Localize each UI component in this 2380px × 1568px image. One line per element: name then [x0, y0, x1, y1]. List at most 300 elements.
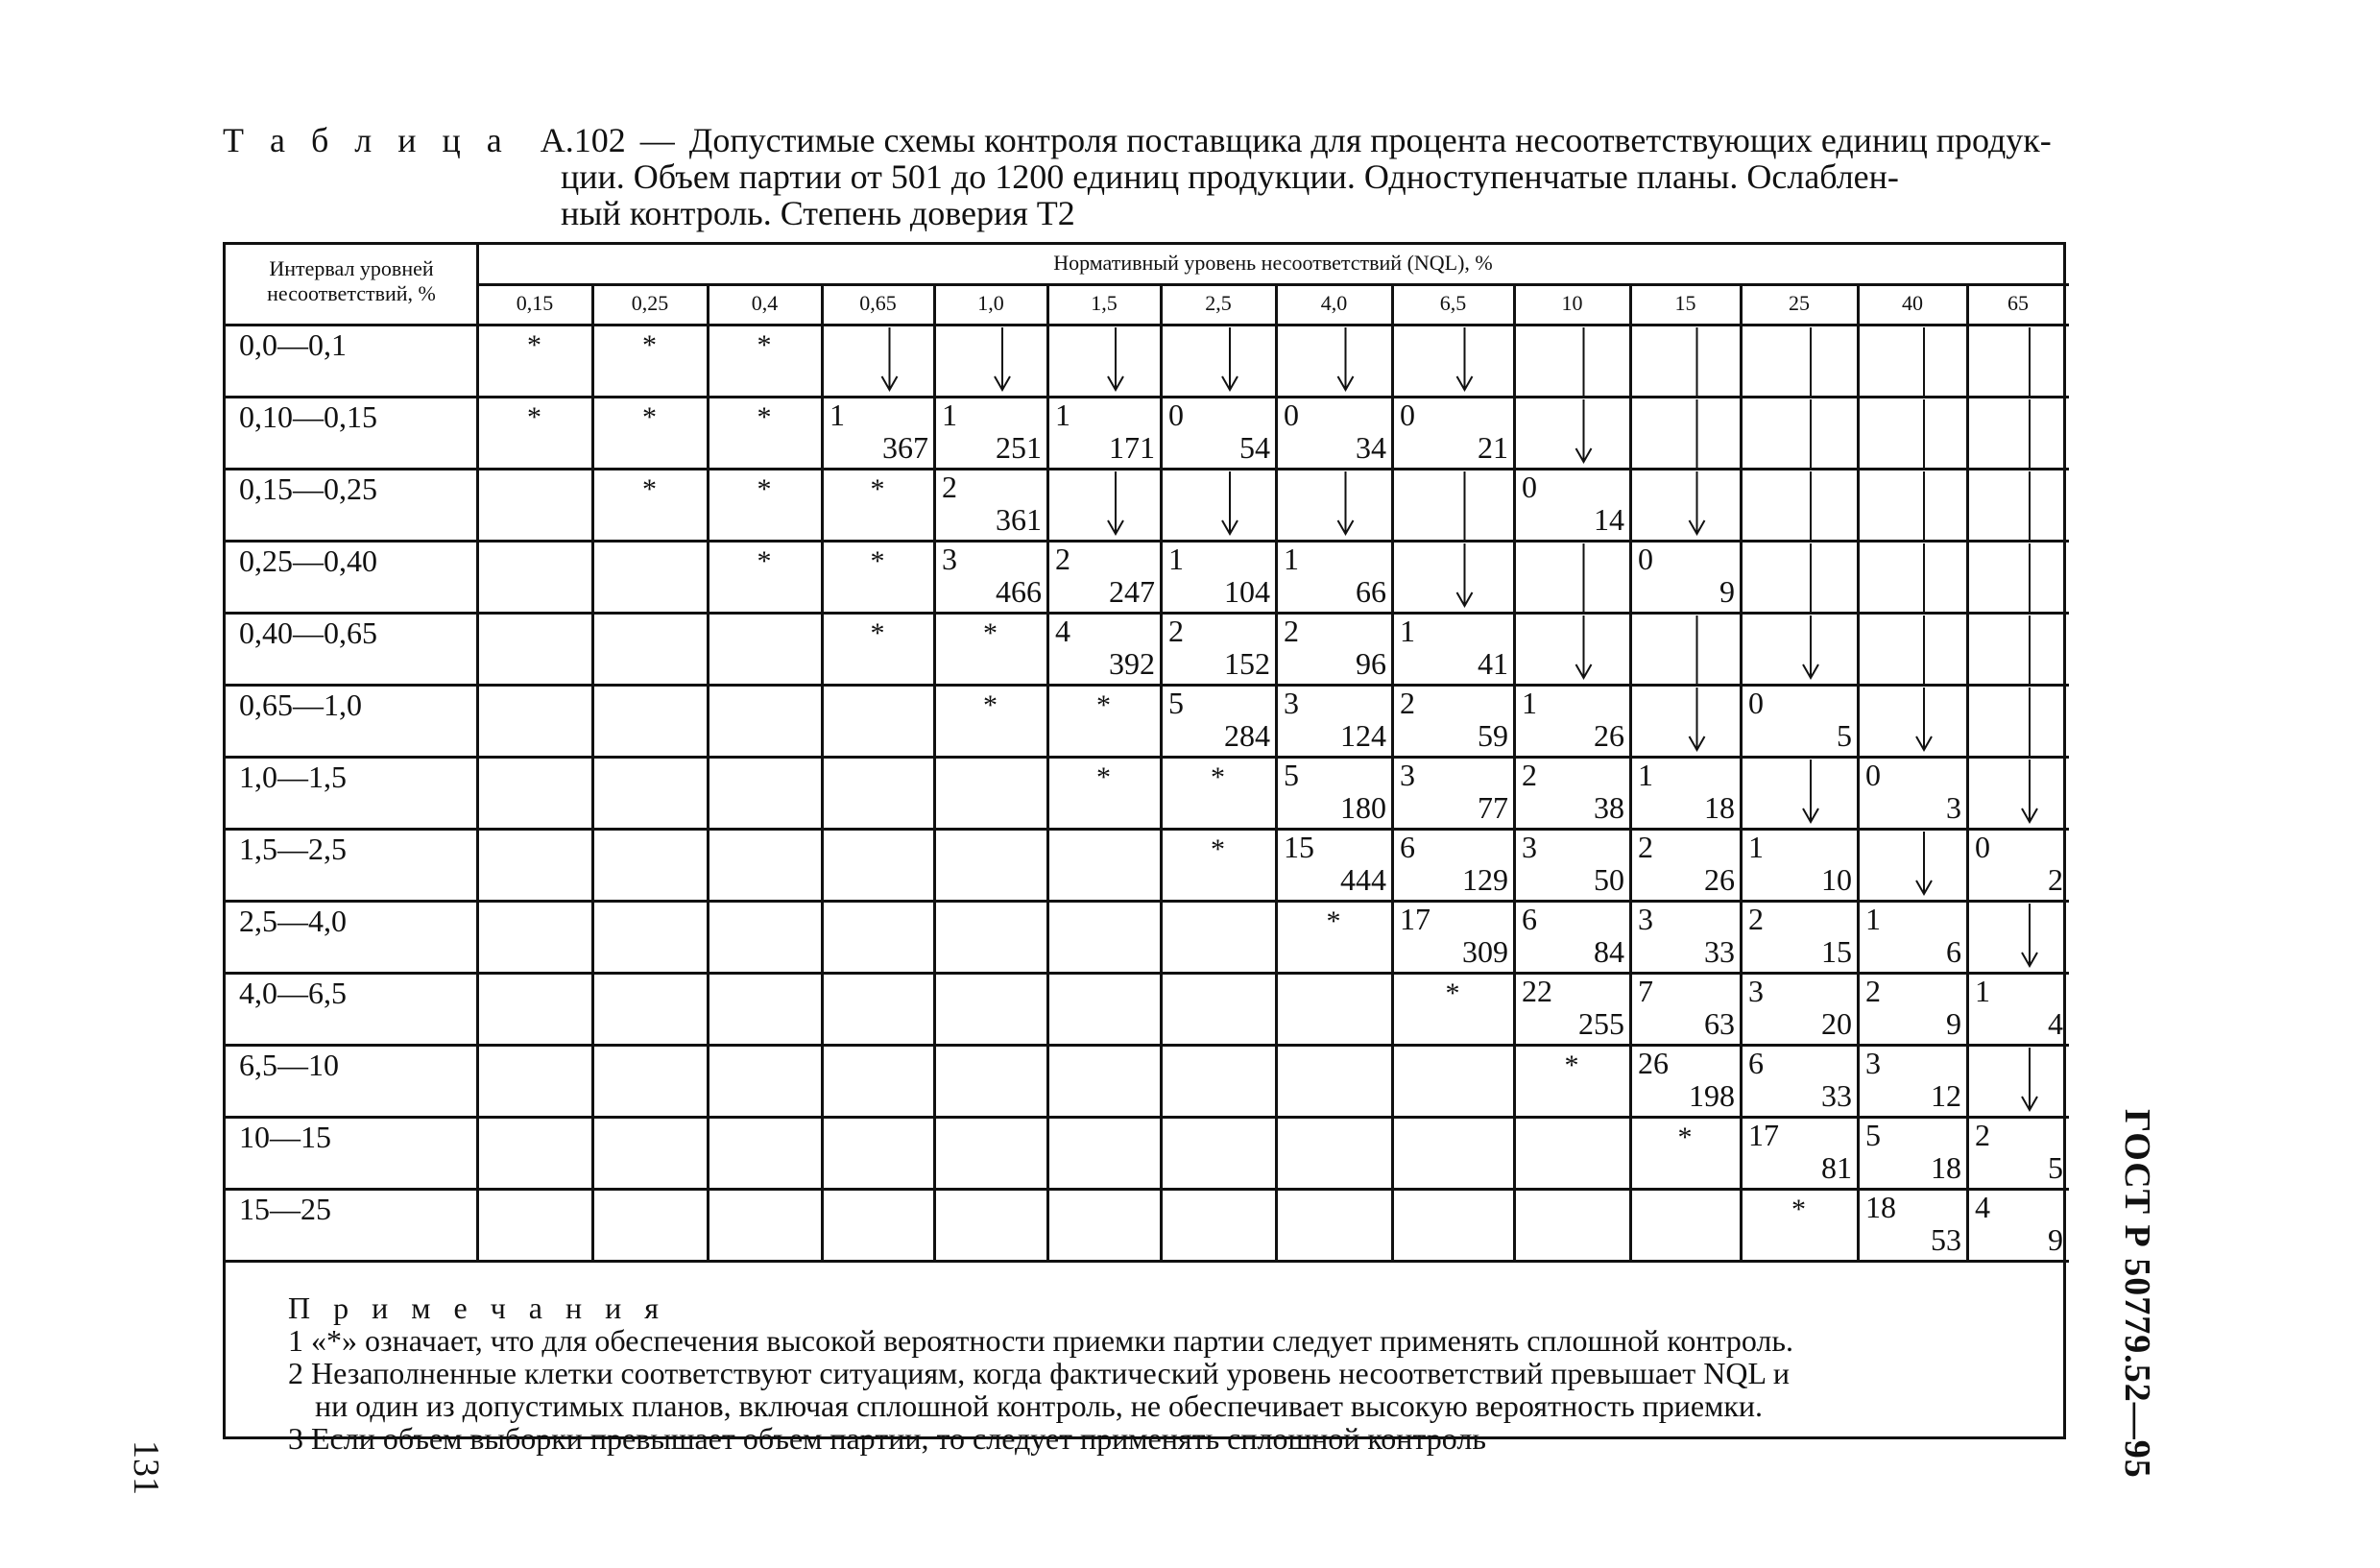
continuation-line — [1858, 540, 1967, 615]
continuation-line — [1741, 396, 1858, 470]
acceptance-number: 6 — [1522, 902, 1537, 936]
sample-size: 63 — [1704, 1006, 1735, 1041]
table-cell — [1392, 1188, 1514, 1260]
acceptance-number: 1 — [1865, 902, 1881, 936]
sample-size: 10 — [1821, 862, 1852, 897]
down-arrow-icon — [1276, 468, 1392, 543]
down-arrow-icon — [1630, 468, 1741, 543]
down-arrow-icon — [1047, 468, 1161, 543]
sample-size: 14 — [1594, 502, 1624, 537]
acceptance-number: 2 — [1748, 902, 1764, 936]
table-cell — [1276, 396, 1392, 468]
full-inspection-mark: * — [1096, 689, 1111, 721]
table-cell — [1047, 1188, 1161, 1260]
caption-label: Т а б л и ц а — [223, 121, 511, 159]
acceptance-number: 1 — [1975, 974, 1990, 1008]
table-cell — [1392, 828, 1514, 900]
table-cell — [1392, 324, 1514, 396]
acceptance-number: 0 — [1522, 470, 1537, 504]
table-cell — [1392, 468, 1514, 540]
sample-size: 33 — [1704, 934, 1735, 969]
table-cell — [477, 972, 592, 1044]
acceptance-number: 2 — [1055, 542, 1070, 576]
col-header: 15 — [1674, 291, 1696, 315]
col-header: 0,25 — [631, 291, 669, 315]
down-arrow-icon — [934, 324, 1047, 398]
table-cell — [1161, 396, 1276, 468]
table-cell — [1392, 612, 1514, 684]
acceptance-number: 17 — [1400, 902, 1430, 936]
full-inspection-mark: * — [983, 617, 998, 649]
down-arrow-icon — [1514, 612, 1630, 687]
notes-block — [223, 1291, 2074, 1455]
sample-size: 247 — [1109, 574, 1155, 609]
table-cell — [1858, 396, 1967, 468]
table-cell — [1276, 756, 1392, 828]
sample-size: 2 — [2048, 862, 2063, 897]
row-interval-label: 0,25—0,40 — [239, 543, 377, 578]
col-header: 10 — [1561, 291, 1583, 315]
table-cell — [1392, 540, 1514, 612]
table-cell — [477, 684, 592, 756]
down-arrow-icon — [1514, 396, 1630, 470]
table-cell — [1276, 1116, 1392, 1188]
down-arrow-icon — [1967, 1044, 2069, 1119]
table-cell — [1514, 468, 1630, 540]
note-1: 1 «*» означает, что для обеспечения высокой вероятности приемки партии следует применять сплошной контроль. — [288, 1323, 1793, 1358]
acceptance-number: 2 — [1638, 830, 1653, 864]
sample-size: 129 — [1462, 862, 1508, 897]
row-interval-label: 2,5—4,0 — [239, 904, 347, 938]
table-cell — [822, 396, 934, 468]
table-cell — [822, 684, 934, 756]
down-arrow-icon — [1047, 324, 1161, 398]
table-cell — [1276, 972, 1392, 1044]
table-cell — [1161, 324, 1276, 396]
acceptance-number: 26 — [1638, 1046, 1669, 1080]
row-header: Интервал уровней несоответствий, % — [267, 256, 436, 305]
acceptance-number: 5 — [1168, 686, 1184, 720]
down-arrow-icon — [1630, 684, 1741, 759]
table-cell — [822, 1188, 934, 1260]
acceptance-number: 5 — [1865, 1118, 1881, 1152]
table-cell — [1741, 396, 1858, 468]
table-cell — [934, 540, 1047, 612]
table-cell — [822, 324, 934, 396]
acceptance-number: 2 — [1400, 686, 1415, 720]
table-cell — [1858, 1116, 1967, 1188]
sample-size: 309 — [1462, 934, 1508, 969]
table-cell — [1967, 1116, 2069, 1188]
acceptance-number: 0 — [1975, 830, 1990, 864]
full-inspection-mark: * — [642, 473, 657, 505]
down-arrow-icon — [1967, 756, 2069, 831]
table-cell — [592, 396, 708, 468]
table-cell — [1967, 1044, 2069, 1116]
down-arrow-icon — [1741, 756, 1858, 831]
full-inspection-mark: * — [757, 545, 772, 577]
acceptance-number: 1 — [1522, 686, 1537, 720]
row-interval-label: 4,0—6,5 — [239, 976, 347, 1010]
table-cell — [934, 756, 1047, 828]
col-header: 25 — [1789, 291, 1810, 315]
acceptance-number: 0 — [1168, 398, 1184, 432]
acceptance-number: 17 — [1748, 1118, 1779, 1152]
table-cell — [592, 1116, 708, 1188]
table-cell — [708, 612, 822, 684]
acceptance-number: 6 — [1400, 830, 1415, 864]
full-inspection-mark: * — [642, 329, 657, 361]
table-cell — [1741, 324, 1858, 396]
table-cell — [1967, 324, 2069, 396]
sample-size: 4 — [2048, 1006, 2063, 1041]
acceptance-number: 1 — [1748, 830, 1764, 864]
table-cell — [1858, 900, 1967, 972]
table-cell — [477, 468, 592, 540]
full-inspection-mark: * — [1096, 761, 1111, 793]
table-cell — [1514, 900, 1630, 972]
table-cell — [1276, 828, 1392, 900]
acceptance-number: 3 — [1400, 758, 1415, 792]
sample-size: 255 — [1578, 1006, 1624, 1041]
table-cell — [1047, 756, 1161, 828]
sample-size: 15 — [1821, 934, 1852, 969]
continuation-line — [1858, 324, 1967, 398]
table-cell — [934, 684, 1047, 756]
sample-size: 466 — [996, 574, 1042, 609]
down-arrow-icon — [1858, 828, 1967, 903]
acceptance-number: 5 — [1284, 758, 1299, 792]
sample-size: 392 — [1109, 646, 1155, 681]
acceptance-number: 0 — [1638, 542, 1653, 576]
col-header: 6,5 — [1439, 291, 1467, 315]
acceptance-table — [223, 242, 2066, 1439]
acceptance-number: 2 — [1522, 758, 1537, 792]
down-arrow-icon — [822, 324, 934, 398]
down-arrow-icon — [1858, 684, 1967, 759]
sample-size: 53 — [1931, 1222, 1961, 1257]
table-cell — [1161, 756, 1276, 828]
table-cell — [1161, 612, 1276, 684]
acceptance-number: 1 — [1168, 542, 1184, 576]
table-cell — [1161, 1116, 1276, 1188]
note-2: 2 Незаполненные клетки соответствуют ситуациям, когда фактический уровень несоответствий превышает NQL и — [288, 1356, 1790, 1390]
table-cell — [1630, 828, 1741, 900]
sample-size: 41 — [1478, 646, 1508, 681]
table-cell — [1392, 684, 1514, 756]
sample-size: 367 — [882, 430, 928, 465]
table-cell — [1161, 972, 1276, 1044]
table-cell — [708, 324, 822, 396]
acceptance-number: 1 — [1638, 758, 1653, 792]
table-cell — [1392, 756, 1514, 828]
table-cell — [1047, 828, 1161, 900]
col-header: 4,0 — [1320, 291, 1348, 315]
acceptance-number: 4 — [1975, 1190, 1990, 1224]
continuation-line — [1858, 468, 1967, 543]
table-cell — [1858, 756, 1967, 828]
table-cell — [1514, 612, 1630, 684]
table-cell — [822, 612, 934, 684]
table-cell — [934, 1116, 1047, 1188]
col-header: 0,15 — [516, 291, 554, 315]
sample-size: 26 — [1704, 862, 1735, 897]
table-cell — [822, 756, 934, 828]
full-inspection-mark: * — [1791, 1194, 1806, 1225]
down-arrow-icon — [1161, 468, 1276, 543]
table-cell — [708, 828, 822, 900]
continuation-line — [1514, 324, 1630, 398]
table-cell — [708, 1188, 822, 1260]
table-cell — [592, 1188, 708, 1260]
continuation-line — [1967, 396, 2069, 470]
continuation-line — [1630, 612, 1741, 687]
table-cell — [1630, 900, 1741, 972]
table-cell — [1967, 684, 2069, 756]
table-cell — [822, 1044, 934, 1116]
full-inspection-mark: * — [1564, 1049, 1579, 1081]
table-cell — [1161, 468, 1276, 540]
table-cell — [477, 1116, 592, 1188]
table-cell — [1514, 756, 1630, 828]
down-arrow-icon — [1741, 612, 1858, 687]
continuation-line — [1967, 540, 2069, 615]
table-cell — [1858, 972, 1967, 1044]
sample-size: 9 — [1946, 1006, 1961, 1041]
table-cell — [1276, 1044, 1392, 1116]
table-cell — [1630, 1044, 1741, 1116]
continuation-line — [1741, 540, 1858, 615]
table-cell — [1858, 1044, 1967, 1116]
caption-dash: — — [639, 121, 675, 159]
table-cell — [592, 468, 708, 540]
row-interval-label: 0,65—1,0 — [239, 688, 362, 722]
sample-size: 284 — [1224, 718, 1270, 753]
sample-size: 251 — [996, 430, 1042, 465]
table-cell — [1858, 612, 1967, 684]
sample-size: 81 — [1821, 1150, 1852, 1185]
full-inspection-mark: * — [642, 401, 657, 433]
col-header: 1,5 — [1091, 291, 1118, 315]
table-cell — [1047, 1044, 1161, 1116]
note-3: 3 Если объем выборки превышает объем партии, то следует применять сплошной контроль — [288, 1421, 1486, 1456]
table-cell — [1047, 396, 1161, 468]
sample-size: 26 — [1594, 718, 1624, 753]
table-cell — [1392, 972, 1514, 1044]
table-cell — [1858, 468, 1967, 540]
sample-size: 33 — [1821, 1078, 1852, 1113]
table-cell — [1967, 540, 2069, 612]
table-cell — [477, 756, 592, 828]
sample-size: 9 — [2048, 1222, 2063, 1257]
acceptance-number: 15 — [1284, 830, 1314, 864]
down-arrow-icon — [1161, 324, 1276, 398]
table-cell — [592, 756, 708, 828]
table-cell — [1392, 396, 1514, 468]
table-cell — [592, 540, 708, 612]
acceptance-number: 3 — [1284, 686, 1299, 720]
page-number: 131 — [126, 1440, 166, 1495]
table-cell — [1161, 684, 1276, 756]
table-cell — [1514, 1188, 1630, 1260]
table-cell — [477, 1044, 592, 1116]
sample-size: 96 — [1356, 646, 1386, 681]
table-cell — [1630, 612, 1741, 684]
full-inspection-mark: * — [757, 473, 772, 505]
sample-size: 59 — [1478, 718, 1508, 753]
row-interval-label: 1,0—1,5 — [239, 760, 347, 794]
row-interval-label: 0,0—0,1 — [239, 327, 347, 362]
full-inspection-mark: * — [757, 401, 772, 433]
table-cell — [1967, 972, 2069, 1044]
table-cell — [1514, 396, 1630, 468]
table-cell — [1514, 828, 1630, 900]
table-cell — [477, 828, 592, 900]
acceptance-number: 3 — [1638, 902, 1653, 936]
table-cell — [822, 468, 934, 540]
table-cell — [934, 828, 1047, 900]
row-interval-label: 0,10—0,15 — [239, 399, 377, 434]
table-cell — [592, 828, 708, 900]
table-cell — [1514, 1044, 1630, 1116]
notes-title: П р и м е ч а н и я — [288, 1291, 666, 1325]
down-arrow-icon — [1967, 900, 2069, 975]
caption-line-3: ный контроль. Степень доверия Т2 — [561, 194, 1075, 232]
table-cell — [477, 396, 592, 468]
acceptance-number: 0 — [1284, 398, 1299, 432]
acceptance-number: 0 — [1865, 758, 1881, 792]
table-cell — [1514, 684, 1630, 756]
table-cell — [1047, 972, 1161, 1044]
caption-number: А.102 — [540, 121, 626, 159]
acceptance-number: 18 — [1865, 1190, 1896, 1224]
table-cell — [822, 540, 934, 612]
table-cell — [1514, 972, 1630, 1044]
table-cell — [1741, 1116, 1858, 1188]
table-cell — [822, 972, 934, 1044]
table-cell — [477, 1188, 592, 1260]
table-cell — [1630, 468, 1741, 540]
full-inspection-mark: * — [757, 329, 772, 361]
col-header: 0,4 — [751, 291, 779, 315]
down-arrow-icon — [1392, 324, 1514, 398]
table-cell — [1047, 612, 1161, 684]
table-cell — [1741, 1188, 1858, 1260]
sample-size: 5 — [2048, 1150, 2063, 1185]
table-cell — [477, 324, 592, 396]
table-cell — [1276, 468, 1392, 540]
standard-code: ГОСТ Р 50779.52—95 — [2117, 1109, 2157, 1479]
table-cell — [1276, 1188, 1392, 1260]
acceptance-number: 3 — [942, 542, 957, 576]
table-cell — [1967, 900, 2069, 972]
table-cell — [1741, 540, 1858, 612]
sample-size: 171 — [1109, 430, 1155, 465]
acceptance-number: 7 — [1638, 974, 1653, 1008]
table-cell — [1047, 468, 1161, 540]
table-cell — [1741, 900, 1858, 972]
caption-line-2: ции. Объем партии от 501 до 1200 единиц продукции. Одноступенчатые планы. Ослаблен- — [561, 157, 1899, 196]
acceptance-number: 6 — [1748, 1046, 1764, 1080]
full-inspection-mark: * — [1677, 1122, 1693, 1153]
acceptance-number: 0 — [1748, 686, 1764, 720]
table-cell — [708, 468, 822, 540]
table-cell — [1858, 684, 1967, 756]
full-inspection-mark: * — [870, 617, 885, 649]
sample-size: 77 — [1478, 790, 1508, 825]
sample-size: 444 — [1340, 862, 1386, 897]
row-interval-label: 10—15 — [239, 1120, 331, 1154]
sample-size: 34 — [1356, 430, 1386, 465]
table-cell — [1858, 1188, 1967, 1260]
table-cell — [1630, 324, 1741, 396]
col-header: 2,5 — [1205, 291, 1232, 315]
sample-size: 54 — [1239, 430, 1270, 465]
continuation-line — [1741, 324, 1858, 398]
full-inspection-mark: * — [527, 401, 541, 433]
nql-group-header: Нормативный уровень несоответствий (NQL), % — [1053, 251, 1493, 275]
table-cell — [1967, 756, 2069, 828]
table-cell — [1514, 540, 1630, 612]
table-cell — [1514, 324, 1630, 396]
sample-size: 12 — [1931, 1078, 1961, 1113]
table-cell — [1741, 684, 1858, 756]
acceptance-number: 3 — [1522, 830, 1537, 864]
continuation-line — [1741, 468, 1858, 543]
row-interval-label: 6,5—10 — [239, 1048, 339, 1082]
acceptance-number: 2 — [1975, 1118, 1990, 1152]
table-cell — [592, 324, 708, 396]
acceptance-number: 2 — [1865, 974, 1881, 1008]
continuation-line — [1967, 684, 2069, 759]
table-cell — [1967, 396, 2069, 468]
table-cell — [1858, 540, 1967, 612]
continuation-line — [1858, 396, 1967, 470]
table-cell — [1630, 396, 1741, 468]
table-cell — [934, 612, 1047, 684]
table-cell — [1047, 1116, 1161, 1188]
table-cell — [1858, 324, 1967, 396]
table-cell — [1276, 540, 1392, 612]
sample-size: 5 — [1837, 718, 1852, 753]
table-cell — [1967, 612, 2069, 684]
full-inspection-mark: * — [1326, 905, 1341, 937]
table-cell — [1967, 468, 2069, 540]
row-interval-label: 0,40—0,65 — [239, 615, 377, 650]
table-cell — [708, 900, 822, 972]
table-cell — [934, 324, 1047, 396]
table-cell — [822, 900, 934, 972]
sample-size: 18 — [1931, 1150, 1961, 1185]
table-cell — [1047, 324, 1161, 396]
table-cell — [1630, 756, 1741, 828]
table-cell — [1392, 1044, 1514, 1116]
acceptance-number: 3 — [1748, 974, 1764, 1008]
table-cell — [1161, 828, 1276, 900]
table-cell — [592, 612, 708, 684]
full-inspection-mark: * — [1211, 833, 1225, 865]
table-cell — [822, 828, 934, 900]
table-cell — [1276, 324, 1392, 396]
table-cell — [477, 612, 592, 684]
table-cell — [1967, 1188, 2069, 1260]
table-cell — [1392, 1116, 1514, 1188]
sample-size: 18 — [1704, 790, 1735, 825]
col-header: 65 — [2007, 291, 2029, 315]
table-cell — [1276, 612, 1392, 684]
sample-size: 124 — [1340, 718, 1386, 753]
table-cell — [934, 396, 1047, 468]
